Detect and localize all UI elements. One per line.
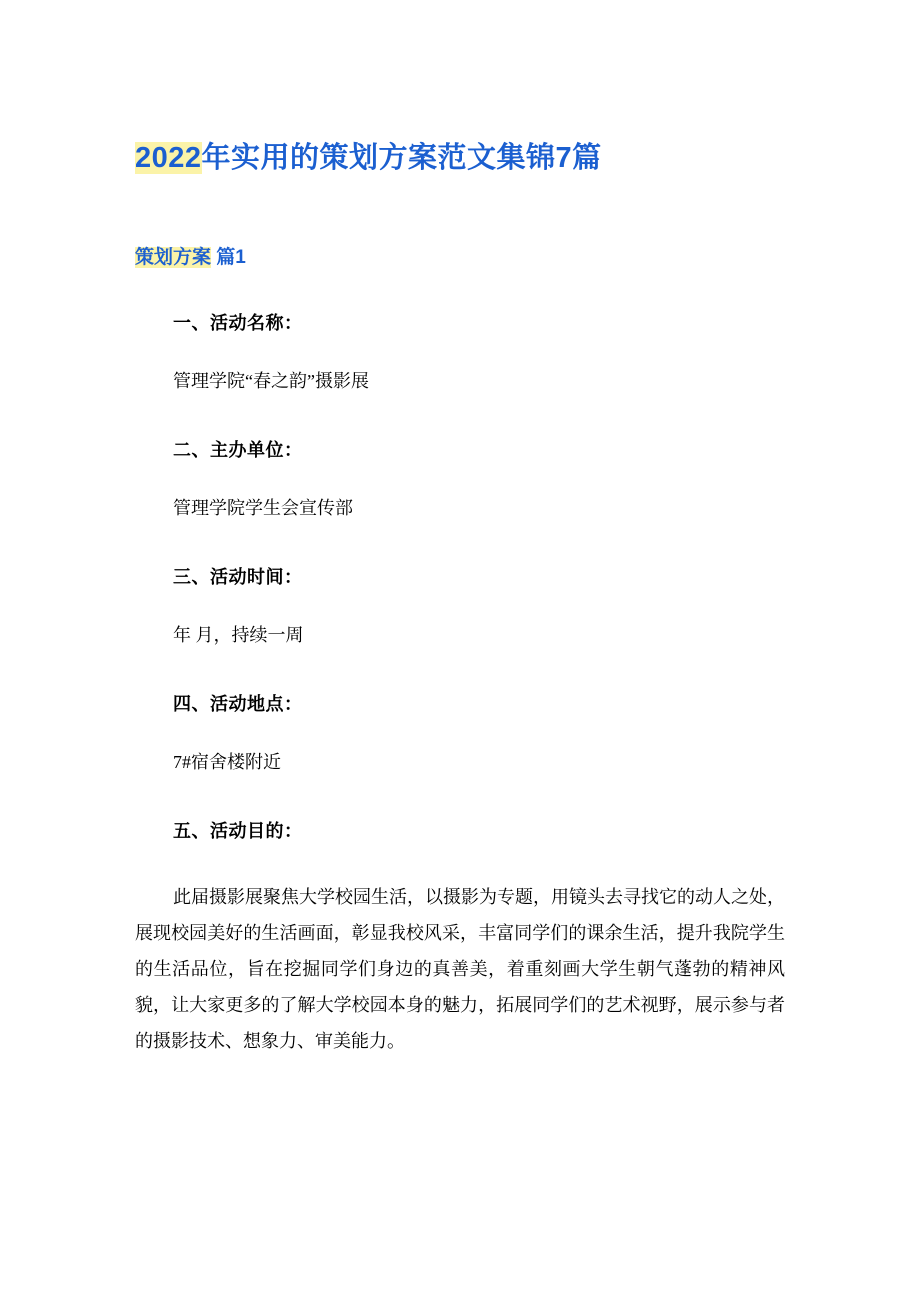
heading-activity-purpose: 五、活动目的： — [173, 820, 303, 841]
text-activity-name: 管理学院“春之韵”摄影展 — [173, 371, 369, 392]
section-label — [135, 176, 246, 269]
heading-organizer: 二、主办单位： — [173, 440, 303, 461]
page-title-year: 2022 — [135, 142, 202, 174]
page-title — [135, 0, 785, 176]
text-activity-time: 年 月，持续一周 — [173, 625, 304, 646]
text-activity-purpose: 此届摄影展聚焦大学校园生活，以摄影为专题，用镜头去寻找它的动人之处，展现校园美好的生活画面，彰显我校风采，丰富同学们的课余生活，提升我院学生的生活品位，旨在挖掘同学们身边的真善美，着重刻画大学生朝气蓬勃的精神风貌，让大家更多的了解大学校园本身的魅力，拓展同学们的艺术视野，展示参与者的摄影技术、想象力、审美能力。 — [135, 886, 785, 1051]
heading-activity-time: 三、活动时间： — [173, 567, 303, 588]
section-label-rest: 篇1 — [211, 247, 246, 269]
heading-activity-name: 一、活动名称： — [173, 313, 303, 334]
text-activity-location: 7#宿舍楼附近 — [173, 751, 281, 772]
heading-activity-location: 四、活动地点： — [173, 693, 303, 714]
page-title-rest: 年实用的策划方案范文集锦7篇 — [201, 142, 602, 174]
text-organizer: 管理学院学生会宣传部 — [173, 498, 353, 519]
section-label-highlight: 策划方案 — [135, 247, 212, 269]
